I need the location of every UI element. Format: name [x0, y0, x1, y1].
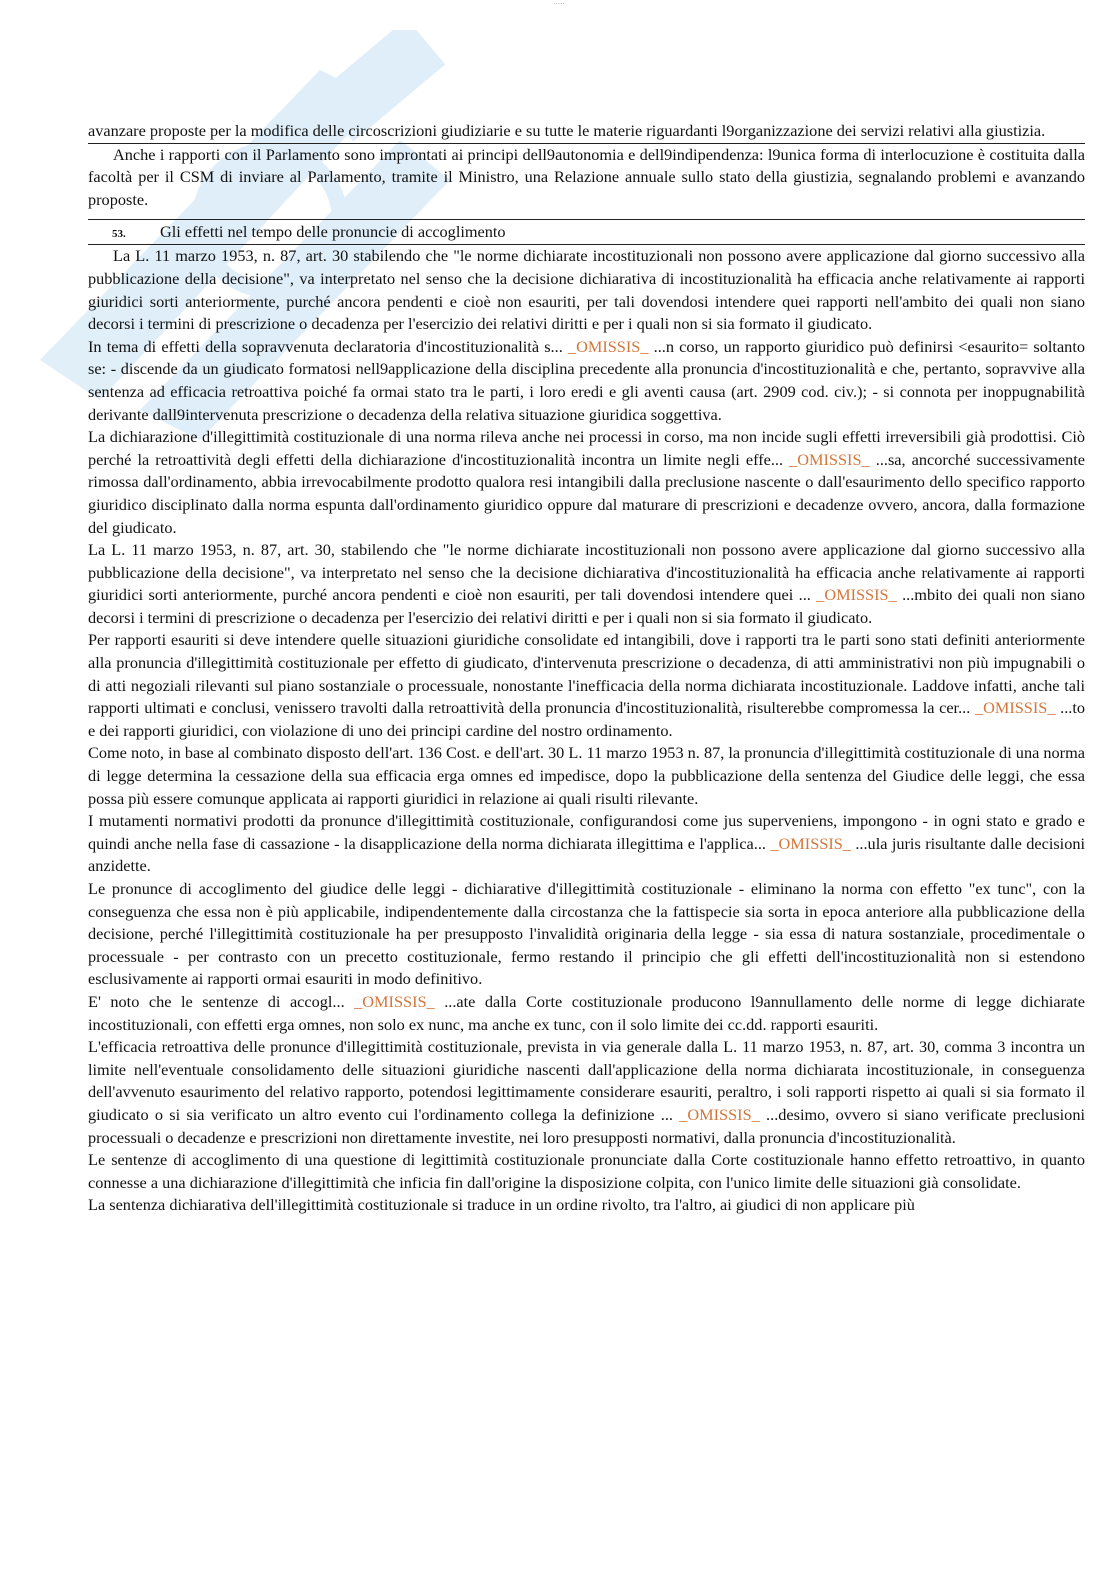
paragraph-text: Le pronunce di accoglimento del giudice delle leggi - dichiarative d'illegittimità costituzionale - eliminano la norma con effetto "ex tunc", con la conseguenza che essa non è più applicabile, indipendentemente dalla circostanza che la fattispecie sia sorta in epoca anteriore alla pubblicazione della decisione, perché l'illegittimità costituzionale ha per presupposto l'invalidità originaria della legge - sia essa di natura sostanziale, procedimentale o processuale - per contrasto con un precetto costituzionale, fermo restando il principio che gli effetti dell'incostituzionalità non si estendono esclusivamente ai rapporti ormai esauriti in modo definitivo. — [88, 879, 1085, 989]
omissis-marker: _OMISSIS_ — [567, 336, 649, 356]
omissis-marker: _OMISSIS_ — [770, 833, 851, 853]
paragraph-text: I mutamenti normativi prodotti da pronunce d'illegittimità costituzionale, configurandosi come jus superveniens, impongono - in ogni stato e grado e quindi anche nella fase di cassazione - la disapplicazione della norma dichiarata illegittima e l'applica... — [88, 811, 1085, 853]
paragraph-text: ...n corso, un rapporto giuridico può definirsi <esaurito= soltanto se: - discende da un giudicato formatosi nell9applicazione della disciplina precedente alla pronuncia d'incostituzionalità e che, pertanto, sopravvive alla sentenza ad efficacia retroattiva poiché fa ormai stato tra le parti, i loro eredi e gli aventi causa (art. 2909 cod. civ.); - si connota per inoppugnabilità derivante dall9intervenuta prescrizione o decadenza della relativa situazione giuridica soggettiva. — [88, 336, 1085, 424]
section-body — [88, 245, 1085, 1217]
body-paragraph — [88, 878, 1085, 991]
body-paragraph — [88, 539, 1085, 629]
body-paragraph — [88, 991, 1085, 1036]
paragraph-text: ...mbito dei quali non siano decorsi i termini di prescrizione o decadenza per l'esercizio dei relativi diritti e per i quali non si sia formato il giudicato. — [88, 585, 1085, 627]
intro-paragraph: avanzare proposte per la modifica delle circoscrizioni giudiziarie e su tutte le materie riguardanti l9organizzazione dei servizi relativi alla giustizia. — [88, 121, 1046, 140]
parlamento-paragraph: Anche i rapporti con il Parlamento sono improntati ai principi dell9autonomia e dell9indipendenza: l9unica forma di interlocuzione è costituita dalla facoltà per il CSM di inviare al Parlamento, tramite il Ministro, una Relazione annuale sullo stato della giustizia, segnalando problemi e avanzando proposte. — [88, 144, 1085, 209]
body-paragraph — [88, 1149, 1085, 1194]
paragraph-text: E' noto che le sentenze di accogl... — [88, 991, 355, 1011]
paragraph-text: ...desimo, ovvero si siano verificate preclusioni processuali o decadenze e prescrizioni non direttamente investite, nei loro presupposti normativi, dalla pronuncia d'incostituzionalità. — [88, 1104, 1085, 1147]
omissis-marker: _OMISSIS_ — [974, 698, 1056, 718]
omissis-marker: _OMISSIS_ — [816, 585, 897, 605]
omissis-marker: _OMISSIS_ — [679, 1104, 760, 1124]
body-paragraph — [88, 336, 1085, 426]
paragraph-text: La L. 11 marzo 1953, n. 87, art. 30, stabilendo che "le norme dichiarate incostituzionali non possono avere applicazione dal giorno successivo alla pubblicazione della decisione", va interpretato nel senso che la decisione dichiarativa d'incostituzionalità ha efficacia anche relativamente ai rapporti giuridici sorti anteriormente, purché ancora pendenti e cioè non esauriti, per tali dovendosi intendere quei ... — [88, 540, 1085, 605]
paragraph-text: L'efficacia retroattiva delle pronunce d'illegittimità costituzionale, prevista in via generale dalla L. 11 marzo 1953, n. 87, art. 30, comma 3 incontra un limite nell'eventuale consolidamento delle situazioni giuridiche nascenti dall'applicazione della norma dichiarata incostituzionale, in conseguenza dell'avvenuto esaurimento del relativo rapporto, potendosi legittimamente considerare esauriti, peraltro, i soli rapporti rispetto ai quali si sia formato il giudicato o si sia verificato un altro evento cui l'ordinamento collega la definizione ... — [88, 1037, 1085, 1124]
document-page — [88, 120, 1085, 1217]
body-paragraph — [88, 426, 1085, 539]
body-paragraph — [88, 810, 1085, 878]
paragraph-text: Le sentenze di accoglimento di una questione di legittimità costituzionale pronunciate dalla Corte costituzionale hanno effetto retroattivo, in quanto connesse a una dichiarazione d'illegittimità che inficia fin dall'origine la disposizione colpita, con l'unico limite delle situazioni già consolidate. — [88, 1150, 1085, 1192]
paragraph-text: ...ula juris risultante dalle decisioni anzidette. — [88, 833, 1086, 876]
body-paragraph — [88, 1194, 1085, 1217]
body-paragraph — [88, 629, 1085, 742]
section-title: Gli effetti nel tempo delle pronuncie di accoglimento — [160, 222, 506, 242]
paragraph-text: Per rapporti esauriti si deve intendere quelle situazioni giuridiche consolidate ed intangibili, dove i rapporti tra le parti sono stati definiti anteriormente alla pronuncia d'illegittimità costituzionale per effetto di giudicato, d'intervenuta prescrizione o decadenza, di atti amministrativi non più impugnabili o di atti negoziali rilevanti sul piano sostanziale o processuale, nonostante l'inefficacia della norma dichiarata incostituzionale. Laddove infatti, anche tali rapporti ultimati e conclusi, venissero travolti dalla retroattività della pronuncia d'incostituzionalità, risulterebbe compromessa la cer... — [88, 630, 1085, 718]
omissis-marker: _OMISSIS_ — [354, 991, 435, 1011]
body-paragraph — [88, 245, 1085, 335]
section-heading — [88, 219, 1085, 245]
paragraph-text: In tema di effetti della sopravvenuta declaratoria d'incostituzionalità s... — [88, 336, 568, 356]
body-paragraph — [88, 742, 1085, 810]
paragraph-text: La L. 11 marzo 1953, n. 87, art. 30 stabilendo che "le norme dichiarate incostituzionali non possono avere applicazione dal giorno successivo alla pubblicazione della decisione", va interpretato nel senso che la decisione dichiarativa di incostituzionalità ha efficacia anche relativamente ai rapporti giuridici sorti anteriormente, purché ancora pendenti e cioè non esauriti, per tali dovendosi intendere quei rapporti nell'ambito dei quali non siano decorsi i termini di prescrizione o decadenza per l'esercizio dei relativi diritti e per i quali non si sia formato il giudicato. — [88, 246, 1085, 334]
paragraph-text: Come noto, in base al combinato disposto dell'art. 136 Cost. e dell'art. 30 L. 11 marzo 1953 n. 87, la pronuncia d'illegittimità costituzionale di una norma di legge determina la cessazione della sua efficacia erga omnes ed impedisce, dopo la pubblicazione della sentenza del Giudice delle leggi, che essa possa più essere comunque applicata ai rapporti giuridici in relazione ai quali risulti rilevante. — [88, 743, 1085, 808]
body-paragraph — [88, 1036, 1085, 1149]
omissis-marker: _OMISSIS_ — [789, 449, 870, 469]
paragraph-text: La sentenza dichiarativa dell'illegittimità costituzionale si traduce in un ordine rivolto, tra l'altro, ai giudici di non applicare più — [88, 1195, 915, 1215]
paragraph-text: La dichiarazione d'illegittimità costituzionale di una norma rileva anche nei processi in corso, ma non incide sugli effetti irreversibili già prodottisi. Ciò perché la retroattività degli effetti della dichiarazione d'incostituzionalità incontra un limite negli effe... — [88, 427, 1085, 469]
top-mark: ····· — [553, 0, 565, 8]
paragraph-text: ...to e dei rapporti giuridici, con violazione di uno dei principi cardine del nostro ordinamento. — [88, 698, 1085, 740]
paragraph-text: ...sa, ancorché successivamente rimossa dall'ordinamento, abbia irrevocabilmente prodotto qualora resi intangibili dalla preclusione nascente o dall'esaurimento dello specifico rapporto giuridico disciplinato dalla norma espunta dall'ordinamento giuridico oppure dal maturare di prescrizioni e decadenze ovvero, ancora, dalla formazione del giudicato. — [88, 449, 1085, 537]
section-number: 53. — [112, 228, 126, 241]
paragraph-text: ...ate dalla Corte costituzionale producono l9annullamento delle norme di legge dichiarate incostituzionali, con effetti erga omnes, non solo ex nunc, ma anche ex tunc, con il solo limite dei cc.dd. rapporti esauriti. — [88, 991, 1085, 1034]
